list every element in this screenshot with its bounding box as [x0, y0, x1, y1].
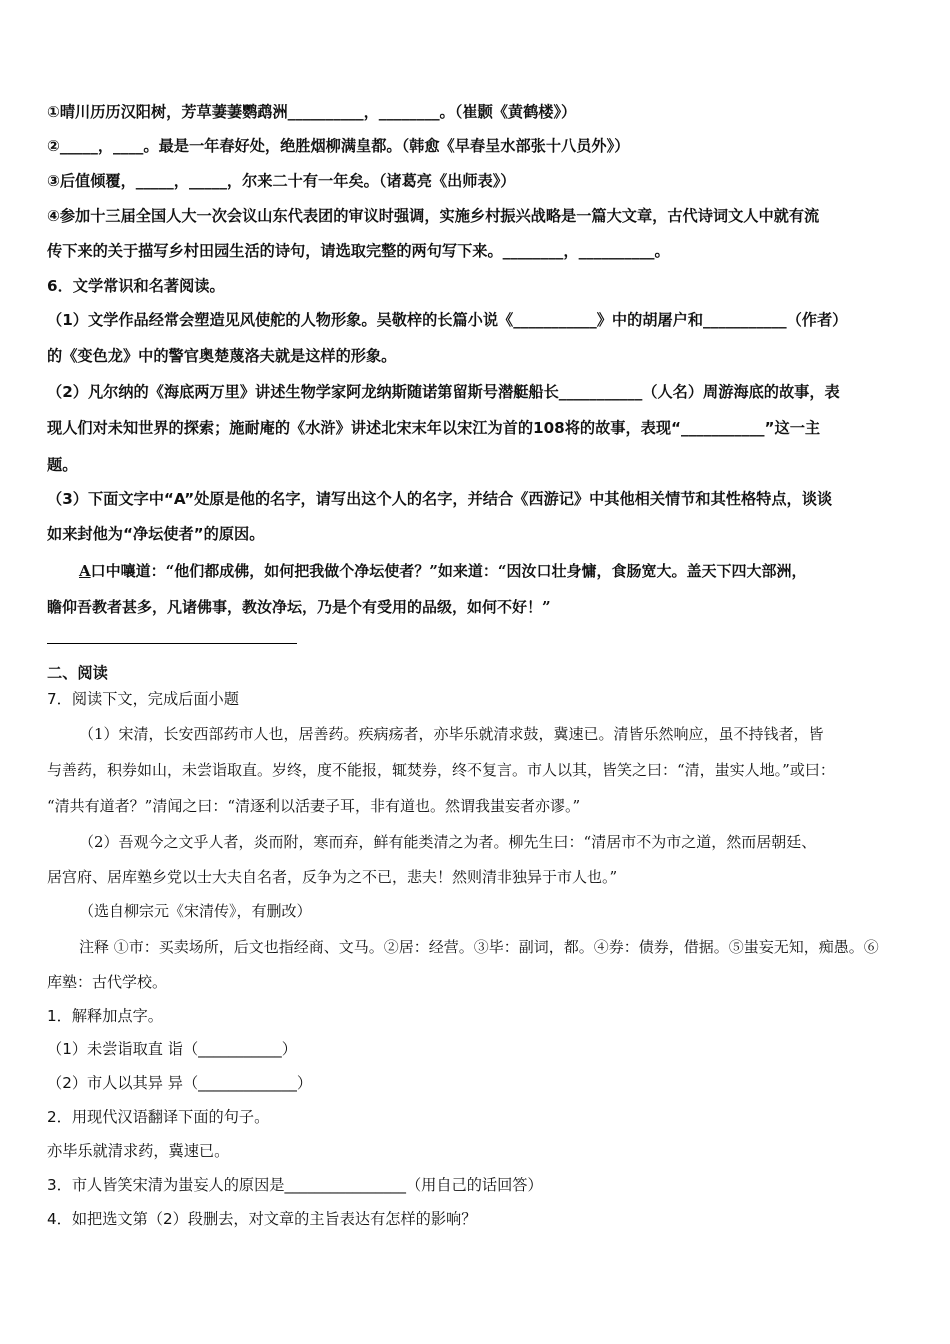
para1-line3: “清共有道者？”清闻之曰：“清逐利以活妻子耳，非有道也。然谓我蚩妄者亦谬。” — [47, 797, 581, 815]
quote-line1-text: 口中嚷道：“他们都成佛，如何把我做个净坛使者？”如来道：“因汝口壮身慵，食肠宽大。盖天下四大部洲， — [90, 562, 807, 580]
q6-p1-line2: 的《变色龙》中的警官奥楚蔑洛夫就是这样的形象。 — [47, 347, 397, 365]
q6-p2-line2: 现人们对未知世界的探索；施耐庵的《水浒》讲述北宋末年以宋江为首的108将的故事，表现“___________”这一主 — [47, 419, 821, 437]
para1-line2: 与善药，积券如山，未尝诣取直。岁终，度不能报，辄焚券，终不复言。市人以其，皆笑之曰：“清，蚩实人地。”或曰： — [47, 761, 835, 779]
question-1b: （2）市人以其异 异（_____________） — [47, 1074, 313, 1092]
para1-line1: （1）宋清，长安西部药市人也，居善药。疾病疡者，亦毕乐就清求鼓，冀速已。清皆乐然响应，虽不持钱者，皆 — [79, 725, 824, 743]
q6-p1-line1: （1）文学作品经常会塑造见风使舵的人物形象。吴敬梓的长篇小说《___________》中的胡屠户和___________（作者） — [47, 311, 848, 329]
q7-title: 7．阅读下文，完成后面小题 — [47, 690, 239, 708]
question-1: 1．解释加点字。 — [47, 1007, 163, 1025]
q6-p3-line2: 如来封他为“净坛使者”的原因。 — [47, 525, 265, 543]
source-citation: （选自柳宗元《宋清传》，有删改） — [79, 902, 312, 920]
question-4: 4．如把选文第（2）段删去，对文章的主旨表达有怎样的影响？ — [47, 1210, 477, 1228]
q6-title: 6．文学常识和名著阅读。 — [47, 277, 225, 295]
poetry-q4-line1: ④参加十三届全国人大一次会议山东代表团的审议时强调，实施乡村振兴战略是一篇大文章，古代诗词文人中就有流 — [47, 207, 820, 225]
quote-placeholder-a: A — [79, 562, 91, 580]
note-line1: 注释 ①市：买卖场所，后文也指经商、文马。②居：经营。③毕：副词，都。④券：债券，借据。⑤蚩妄无知，痴愚。⑥ — [79, 938, 879, 956]
question-2: 2．用现代汉语翻译下面的句子。 — [47, 1108, 270, 1126]
question-3: 3．市人皆笑宋清为蚩妄人的原因是________________（用自己的话回答） — [47, 1176, 543, 1194]
q6-p3-line1: （3）下面文字中“A”处原是他的名字，请写出这个人的名字，并结合《西游记》中其他相关情节和其性格特点，谈谈 — [47, 490, 833, 508]
q6-p2-line3: 题。 — [47, 456, 78, 474]
poetry-q3: ③后值倾覆，_____，_____，尔来二十有一年矣。（诸葛亮《出师表》） — [47, 172, 516, 190]
note-line2: 库塾：古代学校。 — [47, 973, 168, 991]
question-1a: （1）未尝诣取直 诣（___________） — [47, 1040, 297, 1058]
q6-quote-line2: 瞻仰吾教者甚多，凡诸佛事，教汝净坛，乃是个有受用的品级，如何不好！” — [47, 598, 551, 616]
q6-quote-line1 — [79, 561, 807, 581]
q6-p2-line1: （2）凡尔纳的《海底两万里》讲述生物学家阿龙纳斯随诺第留斯号潜艇船长___________（人名）周游海底的故事，表 — [47, 383, 840, 401]
poetry-q1: ①晴川历历汉阳树，芳草萋萋鹦鹉洲__________，________。（崔颢《黄鹤楼》） — [47, 103, 577, 121]
poetry-q2: ②_____，____。最是一年春好处，绝胜烟柳满皇都。（韩愈《早春呈水部张十八员外》） — [47, 137, 630, 155]
section2-heading: 二、阅读 — [47, 664, 108, 682]
para2-line2: 居宫府、居库塾乡党以士大夫自名者，反争为之不已，悲夫！然则清非独异于市人也。” — [47, 868, 618, 886]
separator-rule — [47, 643, 297, 644]
question-2-sentence: 亦毕乐就清求药，冀速已。 — [47, 1142, 230, 1160]
poetry-q4-line2: 传下来的关于描写乡村田园生活的诗句，请选取完整的两句写下来。________，__________。 — [47, 242, 670, 260]
para2-line1: （2）吾观今之文乎人者，炎而附，寒而弃，鲜有能类清之为者。柳先生曰：“清居市不为市之道，然而居朝廷、 — [79, 833, 817, 851]
